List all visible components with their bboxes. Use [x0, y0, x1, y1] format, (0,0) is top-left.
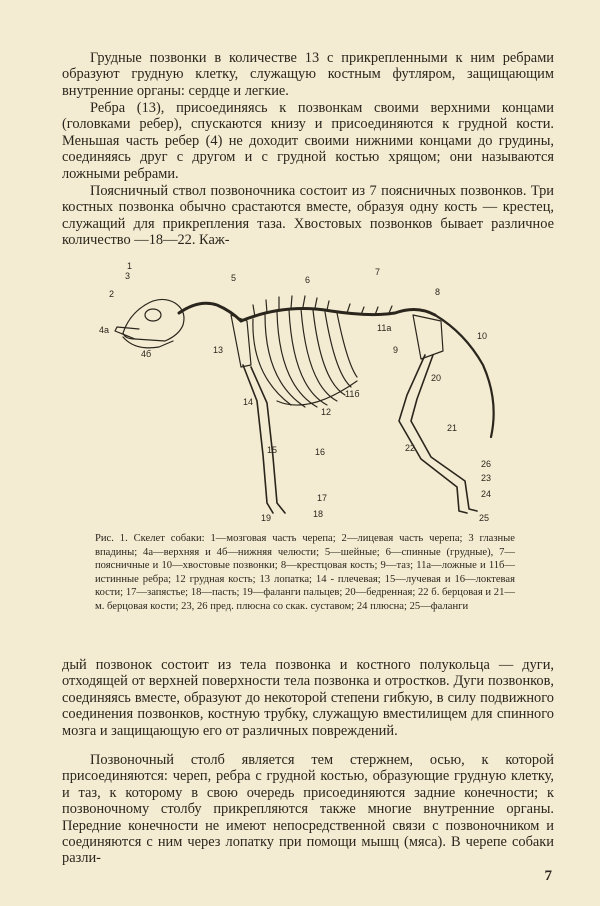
figure-label-19: 19 — [261, 513, 272, 523]
figure-label-17: 17 — [317, 493, 328, 503]
figure-label-20: 20 — [431, 373, 442, 383]
figure-label-2: 2 — [109, 289, 115, 299]
rib-cage-shape — [253, 309, 357, 407]
eye-socket-shape — [145, 309, 161, 321]
figure-label-25: 25 — [479, 513, 490, 523]
skull-shape — [123, 299, 184, 341]
figure-label-14: 14 — [243, 397, 254, 407]
scapula-shape — [231, 315, 251, 367]
front-leg-shape — [243, 365, 285, 513]
pelvis-shape — [413, 315, 443, 359]
dog-skeleton-figure — [95, 255, 515, 525]
figure-caption: Рис. 1. Скелет собаки: 1—мозговая часть черепа; 2—лицевая часть черепа; 3 глазные впадины; 4а—верхняя и 4б—нижняя челюсти; 5—шейные; 6—спинные (грудные), 7—поясничные и 10—хвостовые позвонки; 8—крестцовая кость; 9—таз; 11а—ложные и 11б—истинные ребра; 12 грудная кость; 13 лопатка; 14 - плечевая; 15—лучевая и 16—локтевая кости; 17—запястье; 18—пасть; 19—фаланги пальцев; 20—бедренная; 22 б. берцовая и 21—м. берцовая кости; 23, 26 пред. плюсна со скак. суставом; 24 плюсна; 25—фаланги — [95, 533, 515, 612]
figure-label-16: 16 — [315, 447, 326, 457]
figure-label-21: 21 — [447, 423, 458, 433]
figure-label-15: 15 — [267, 445, 278, 455]
figure-label-7: 7 — [375, 267, 381, 277]
figure-label-5: 5 — [231, 273, 237, 283]
paragraph-lumbar-spine: Поясничный ствол позвоночника состоит из 7 поясничных позвонков. Три костных позвонка обычно срастаются вместе, образуя одну кость — крестец, служащий для прикрепления таза. Хвостовых позвонков бывает различное количество —18—22. Каж- — [62, 183, 554, 249]
figure-label-9: 9 — [393, 345, 399, 355]
figure-label-3: 3 — [125, 271, 131, 281]
figure-label-4a: 4а — [99, 325, 110, 335]
paragraph-vertebra-structure: дый позвонок состоит из тела позвонка и костного полукольца — дуги, отходящей от верхней поверхности тела позвонка и отростков. Дуги позвонков, соединяясь вместе, образуют до некоторой степени гибкую, в силу подвижного соединения позвонков, костную трубку, служащую вместилищем для спинного мозга и защищающую его от различных повреждений. — [62, 657, 554, 739]
figure-label-10: 10 — [477, 331, 488, 341]
page-number: 7 — [544, 868, 552, 884]
figure-label-11b: 11б — [345, 389, 360, 399]
figure-label-22: 22 — [405, 443, 416, 453]
figure-label-6: 6 — [305, 275, 311, 285]
figure-label-24: 24 — [481, 489, 492, 499]
paragraph-thoracic-vertebrae: Грудные позвонки в количестве 13 с прикрепленными к ним ребрами образуют грудную клетку, служащую костным футляром, защищающим внутренние органы: сердце и легкие. — [62, 50, 554, 99]
paragraph-ribs: Ребра (13), присоединяясь к позвонкам своими верхними концами (головками ребер), спускаются книзу и присоединяются к грудной кости. Меньшая часть ребер (4) не доходит своими нижними концами до грудины, соединяясь друг с другом и с грудной костью хрящом; они называются ложными ребрами. — [62, 100, 554, 182]
paragraph-spinal-column: Позвоночный столб является тем стержнем, осью, к которой присоединяются: череп, ребра с грудной костью, образующие грудную клетку, и таз, к которому в свою очередь присоединяются задние конечности; к позвоночному столбу прикрепляются также многие внутренние органы. Передние конечности не имеют непосредственной связи с позвоночником и соединяются с ним через лопатку при помощи мышц (мяса). В черепе собаки разли- — [62, 752, 554, 867]
figure-label-12: 12 — [321, 407, 332, 417]
figure-label-11a: 11а — [377, 323, 392, 333]
figure-label-13: 13 — [213, 345, 224, 355]
figure-label-26: 26 — [481, 459, 492, 469]
figure-label-23: 23 — [481, 473, 492, 483]
figure-label-18: 18 — [313, 509, 324, 519]
dog-skeleton-illustration — [95, 255, 515, 525]
figure-label-4b: 4б — [141, 349, 152, 359]
figure-label-1: 1 — [127, 261, 133, 271]
figure-label-8: 8 — [435, 287, 441, 297]
